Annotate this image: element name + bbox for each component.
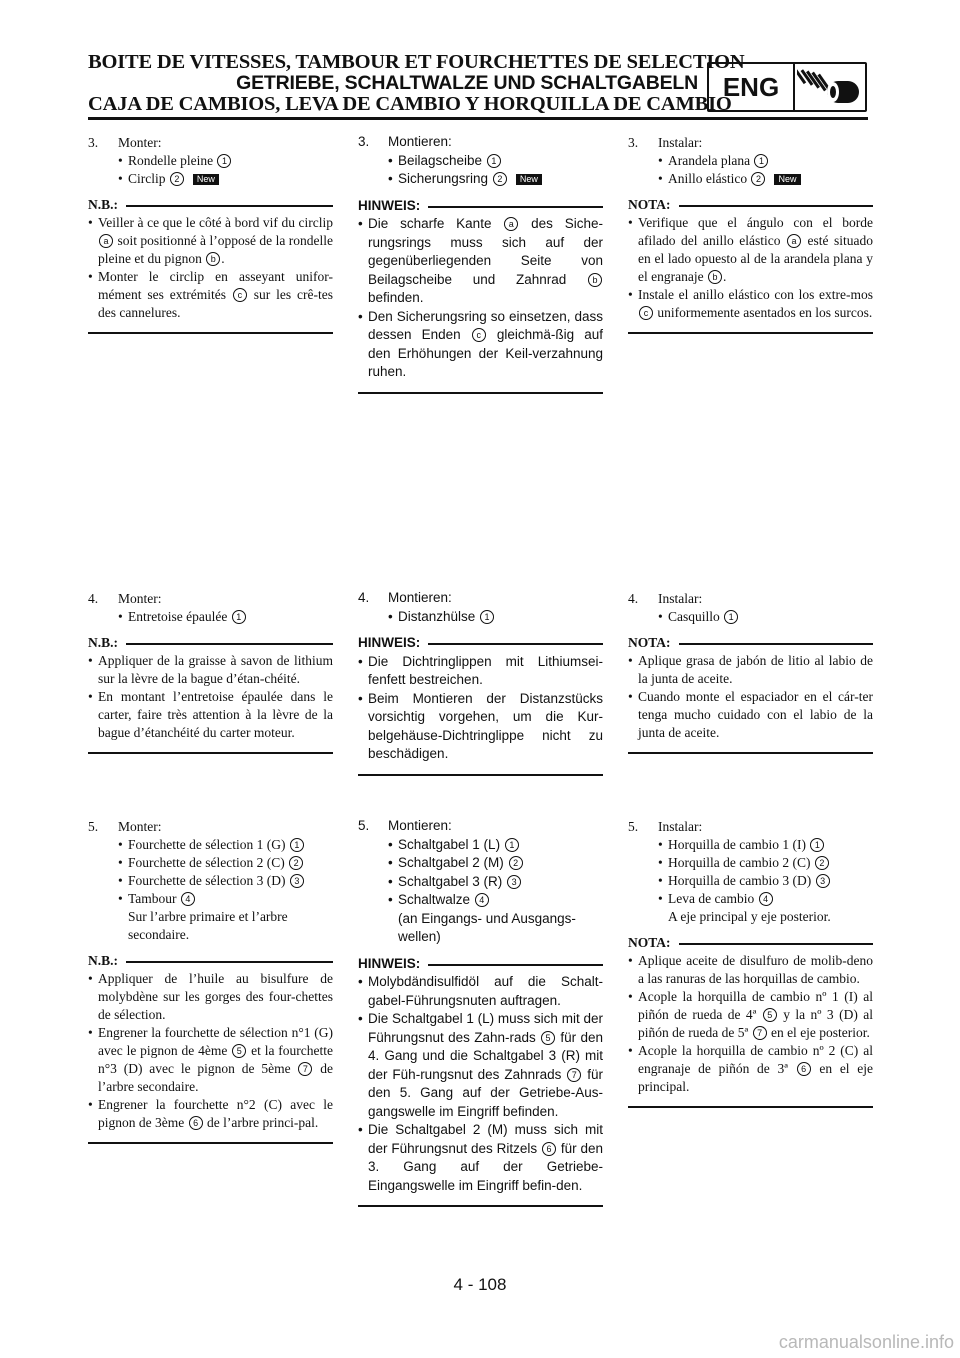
note-item: • Acople la horquilla de cambio nº 2 (C) al engranaje de piñón de 3ª 6 en el eje principal.	[628, 1042, 873, 1096]
note-item: • Aplique grasa de jabón de litio al labio de la junta de aceite.	[628, 652, 873, 688]
note-end-rule	[628, 1106, 873, 1108]
de-step4: 4. Montieren: • Distanzhülse 1 HINWEIS: • Die Dichtringlippen mit Lithiumsei-fenfett bestreichen. • Beim Montieren der Distanzstücks vorsichtig vorgehen, um die Kur-belgehäuse-Dichtringlippe nicht zu beschädigen.	[358, 589, 603, 776]
note-item: • Engrener la fourchette n°2 (C) avec le pignon de 3ème 6 de l’arbre princi-pal.	[88, 1096, 333, 1132]
list-item: • Distanzhülse 1	[358, 608, 603, 627]
note-item: • Engrener la fourchette de sélection n°1 (G) avec le pignon de 4ème 5 et la fourchette n°3 (D) avec le pignon de 5ème 7 de l’arbre secondaire.	[88, 1024, 333, 1096]
list-item-detail: Sur l’arbre primaire et l’arbre secondaire.	[128, 909, 288, 942]
note-end-rule	[358, 774, 603, 776]
es-step3: 3. Instalar: • Arandela plana 1 • Anillo elástico 2 New NOTA: • Verifique que el ángulo con el borde afilado del anillo elástico a esté situado en el lado opuesto al de la arandela plana y el engranaje b . • Instale el anillo elástico con los extre-mos c uniformemente asentados en los surcos.	[628, 134, 873, 334]
list-item-detail: A eje principal y eje posterior.	[668, 909, 831, 924]
list-item: • Horquilla de cambio 2 (C) 2	[628, 854, 873, 872]
fr-step4: 4. Monter: • Entretoise épaulée 1 N.B.: • Appliquer de la graisse à savon de lithium sur la lèvre de la bague d’étan-chéité. • En montant l’entretoise épaulée dans le carter, faire très attention à la lèvre de la bague d’étanchéité du carter moteur.	[88, 590, 333, 754]
list-item: • Casquillo 1	[628, 608, 873, 626]
note-item: • Monter le circlip en asseyant unifor-mément ses extrémités c sur les crê-tes des cannelures.	[88, 268, 333, 322]
list-item: • Sicherungsring 2 New	[358, 170, 603, 189]
header-title-fr: BOITE DE VITESSES, TAMBOUR ET FOURCHETTES DE SELECTION	[88, 51, 745, 73]
list-item: • Horquilla de cambio 3 (D) 3	[628, 872, 873, 890]
new-badge: New	[774, 174, 800, 185]
list-item: • Anillo elástico 2 New	[628, 170, 873, 188]
list-item: • Fourchette de sélection 3 (D) 3	[88, 872, 333, 890]
note-end-rule	[88, 752, 333, 754]
header-title-es: CAJA DE CAMBIOS, LEVA DE CAMBIO Y HORQUILLA DE CAMBIO	[88, 93, 732, 115]
note-header: NOTA:	[628, 634, 873, 652]
new-badge: New	[193, 174, 219, 185]
engine-icon	[795, 64, 865, 110]
note-header: HINWEIS:	[358, 197, 603, 216]
section-badge	[707, 62, 867, 112]
page-header	[88, 51, 745, 115]
list-item: • Arandela plana 1	[628, 152, 873, 170]
list-item: • Fourchette de sélection 2 (C) 2	[88, 854, 333, 872]
fr-step3: 3. Monter: • Rondelle pleine 1 • Circlip 2 New N.B.: • Veiller à ce que le côté à bord vif du circlip a soit positionné à l’opposé de la rondelle pleine et du pignon b . • Monter le circlip en asseyant unifor-mément ses extrémités c sur les crê-tes des cannelures.	[88, 134, 333, 334]
list-item: • Schaltgabel 1 (L) 1	[358, 836, 603, 855]
note-end-rule	[358, 1205, 603, 1207]
new-badge: New	[516, 174, 542, 185]
header-divider	[88, 117, 868, 120]
note-end-rule	[88, 1142, 333, 1144]
list-item: • Rondelle pleine 1	[88, 152, 333, 170]
note-header: N.B.:	[88, 634, 333, 652]
list-item: • Schaltgabel 2 (M) 2	[358, 854, 603, 873]
note-header: HINWEIS:	[358, 634, 603, 653]
note-item: • Acople la horquilla de cambio nº 1 (I) al piñón de rueda de 4ª 5 y la nº 3 (D) al piñón de rueda de 5ª 7 en el eje posterior.	[628, 988, 873, 1042]
list-item: • Leva de cambio 4	[628, 890, 873, 908]
list-item: • Fourchette de sélection 1 (G) 1	[88, 836, 333, 854]
note-item: • Instale el anillo elástico con los extre-mos c uniformemente asentados en los surcos.	[628, 286, 873, 322]
badge-label: ENG	[709, 64, 795, 110]
note-item: • Cuando monte el espaciador en el cár-ter tenga mucho cuidado con el labio de la junta de aceite.	[628, 688, 873, 742]
note-item: • Veiller à ce que le côté à bord vif du circlip a soit positionné à l’opposé de la rondelle pleine et du pignon b .	[88, 214, 333, 268]
note-item: • Den Sicherungsring so einsetzen, dass dessen Enden c gleichmä-ßig auf den Erhöhungen der Keil-verzahnung ruhen.	[358, 308, 603, 382]
watermark: carmanualsonline.info	[778, 1332, 954, 1352]
list-item-detail: (an Eingangs- und Ausgangs-wellen)	[398, 910, 576, 944]
list-item: • Horquilla de cambio 1 (I) 1	[628, 836, 873, 854]
list-item: • Beilagscheibe 1	[358, 152, 603, 171]
note-end-rule	[88, 332, 333, 334]
note-item: • Die Schaltgabel 2 (M) muss sich mit der Führungsnut des Ritzels 6 für den 3. Gang auf der Getriebe-Eingangswelle im Eingriff befin-den.	[358, 1121, 603, 1195]
note-item: • Aplique aceite de disulfuro de molib-deno a las ranuras de las horquillas de cambio.	[628, 952, 873, 988]
list-item: • Tambour 4	[88, 890, 333, 908]
list-item: • Schaltgabel 3 (R) 3	[358, 873, 603, 892]
note-item: • Die Schaltgabel 1 (L) muss sich mit der Führungsnut des Zahn-rads 5 für den 4. Gang und die Schaltgabel 3 (R) mit der Füh-rungsnut des Zahnrads 7 für den 5. Gang auf der Getriebe-Aus-gangswelle im Eingriff befinden.	[358, 1010, 603, 1121]
note-item: • Molybdändisulfidöl auf die Schalt-gabel-Führungsnuten auftragen.	[358, 973, 603, 1010]
list-item: • Circlip 2 New	[88, 170, 333, 188]
fr-step5: 5. Monter: • Fourchette de sélection 1 (G) 1 • Fourchette de sélection 2 (C) 2 • Fourchette de sélection 3 (D) 3 • Tambour 4 Sur l’arbre primaire et l’arbre secondaire. N.B.: • Appliquer de l’huile au bisulfure de molybdène sur les gorges des four-chettes de sélection. • Engrener la fourchette de sélection n°1 (G) avec le pignon de 4ème 5 et la fourchette n°3 (D) avec le pignon de 5ème 7 de l’arbre secondaire. • Engrener la fourchette n°2 (C) avec le pignon de 3ème 6 de l’arbre princi-pal.	[88, 818, 333, 1144]
note-end-rule	[628, 332, 873, 334]
note-header: HINWEIS:	[358, 955, 603, 974]
note-item: • Appliquer de la graisse à savon de lithium sur la lèvre de la bague d’étan-chéité.	[88, 652, 333, 688]
es-step4: 4. Instalar: • Casquillo 1 NOTA: • Aplique grasa de jabón de litio al labio de la junta de aceite. • Cuando monte el espaciador en el cár-ter tenga mucho cuidado con el labio de la junta de aceite.	[628, 590, 873, 754]
de-step5: 5. Montieren: • Schaltgabel 1 (L) 1 • Schaltgabel 2 (M) 2 • Schaltgabel 3 (R) 3 • Schaltwalze 4 (an Eingangs- und Ausgangs-wellen) HINWEIS: • Molybdändisulfidöl auf die Schalt-gabel-Führungsnuten auftragen. • Die Schaltgabel 1 (L) muss sich mit der Führungsnut des Zahn-rads 5 für den 4. Gang und die Schaltgabel 3 (R) mit der Füh-rungsnut des Zahnrads 7 für den 5. Gang auf der Getriebe-Aus-gangswelle im Eingriff befinden. • Die Schaltgabel 2 (M) muss sich mit der Führungsnut des Ritzels 6 für den 3. Gang auf der Getriebe-Eingangswelle im Eingriff befin-den.	[358, 817, 603, 1207]
de-step3: 3. Montieren: • Beilagscheibe 1 • Sicherungsring 2 New HINWEIS: • Die scharfe Kante a des Siche-rungsrings muss sich auf der gegenüberliegenden Seite von Beilagscheibe und Zahnrad b befinden. • Den Sicherungsring so einsetzen, dass dessen Enden c gleichmä-ßig auf den Erhöhungen der Keil-verzahnung ruhen.	[358, 133, 603, 394]
es-step5: 5. Instalar: • Horquilla de cambio 1 (I) 1 • Horquilla de cambio 2 (C) 2 • Horquilla de cambio 3 (D) 3 • Leva de cambio 4 A eje principal y eje posterior. NOTA: • Aplique aceite de disulfuro de molib-deno a las ranuras de las horquillas de cambio. • Acople la horquilla de cambio nº 1 (I) al piñón de rueda de 4ª 5 y la nº 3 (D) al piñón de rueda de 5ª 7 en el eje posterior. • Acople la horquilla de cambio nº 2 (C) al engranaje de piñón de 3ª 6 en el eje principal.	[628, 818, 873, 1108]
page-number: 4 - 108	[453, 1275, 507, 1294]
list-item: • Schaltwalze 4	[358, 891, 603, 910]
note-item: • En montant l’entretoise épaulée dans le carter, faire très attention à la lèvre de la bague d’étanchéité du carter moteur.	[88, 688, 333, 742]
note-end-rule	[358, 392, 603, 394]
list-item: • Entretoise épaulée 1	[88, 608, 333, 626]
note-header: N.B.:	[88, 952, 333, 970]
note-item: • Die scharfe Kante a des Siche-rungsrings muss sich auf der gegenüberliegenden Seite von Beilagscheibe und Zahnrad b befinden.	[358, 215, 603, 308]
note-header: NOTA:	[628, 196, 873, 214]
note-item: • Beim Montieren der Distanzstücks vorsichtig vorgehen, um die Kur-belgehäuse-Dichtringlippe nicht zu beschädigen.	[358, 690, 603, 764]
note-item: • Die Dichtringlippen mit Lithiumsei-fenfett bestreichen.	[358, 653, 603, 690]
note-item: • Verifique que el ángulo con el borde afilado del anillo elástico a esté situado en el lado opuesto al de la arandela plana y el engranaje b .	[628, 214, 873, 286]
note-item: • Appliquer de l’huile au bisulfure de molybdène sur les gorges des four-chettes de sélection.	[88, 970, 333, 1024]
note-end-rule	[628, 752, 873, 754]
note-header: N.B.:	[88, 196, 333, 214]
note-header: NOTA:	[628, 934, 873, 952]
header-title-de: GETRIEBE, SCHALTWALZE UND SCHALTGABELN	[236, 72, 698, 94]
